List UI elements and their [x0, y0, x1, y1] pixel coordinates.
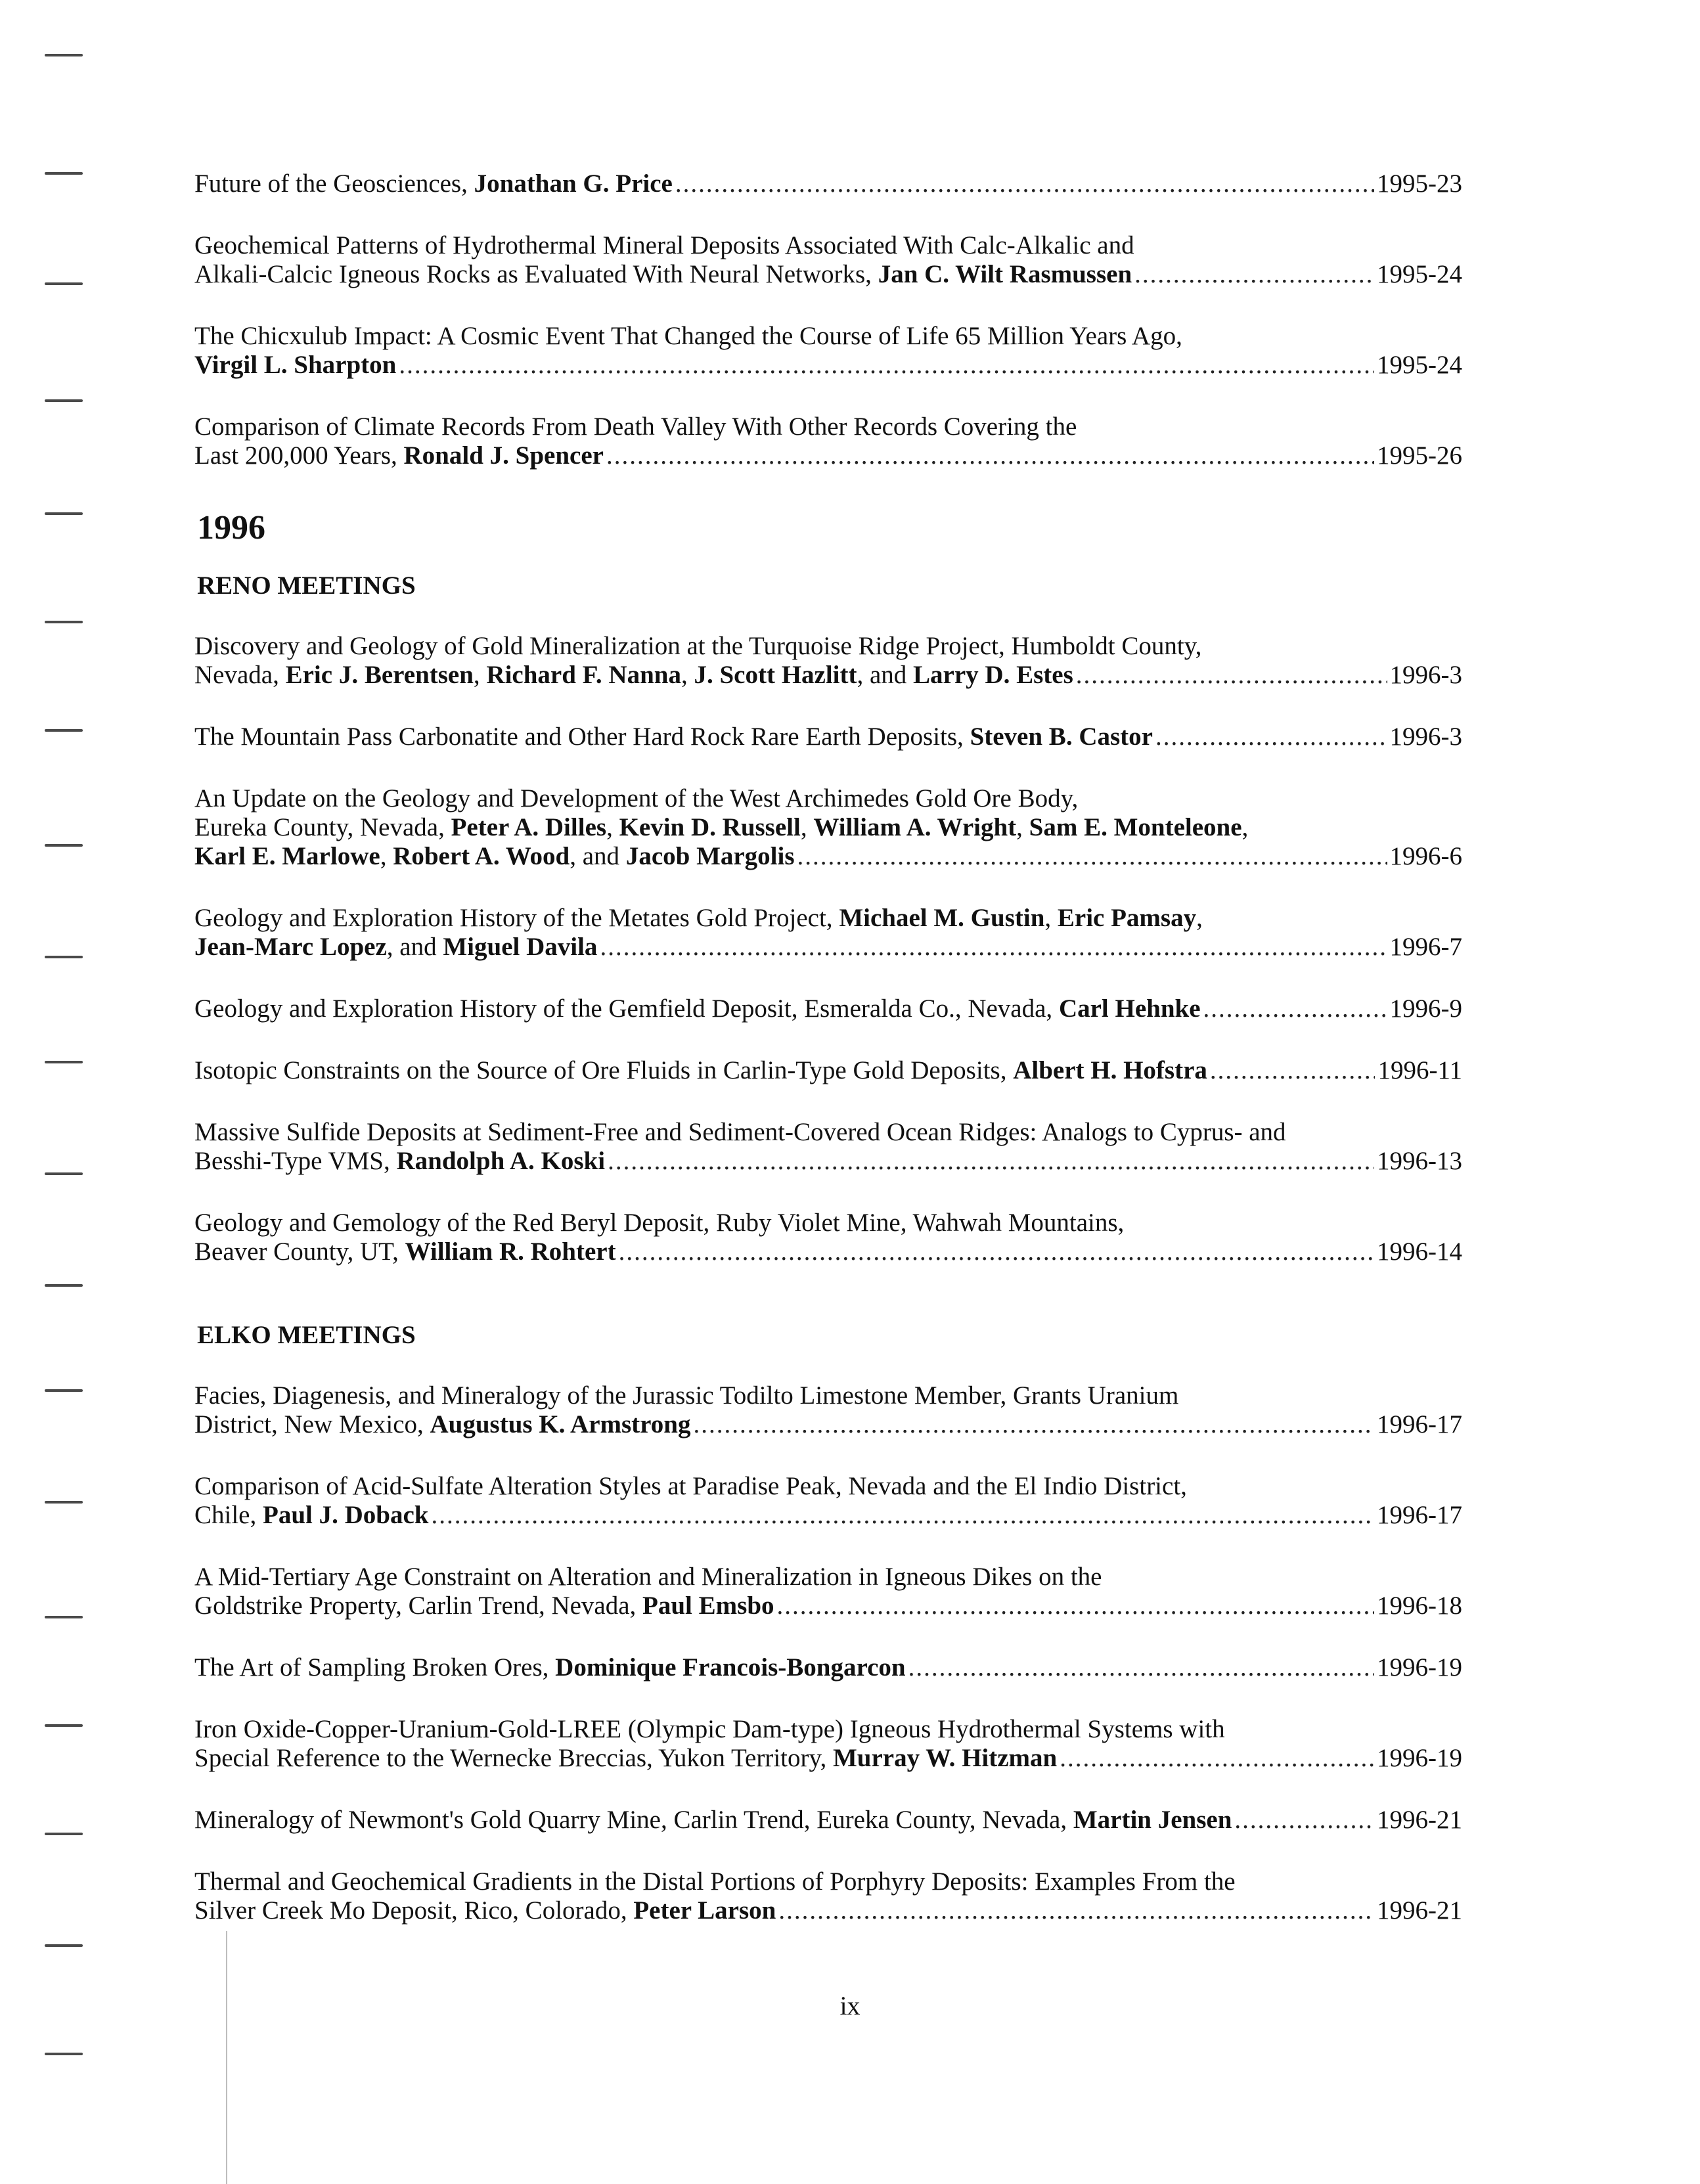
- entry-final-line: [194, 1806, 1462, 1835]
- entry-text-part: Isotopic Constraints on the Source of Ore Fluids in Carlin-Type Gold Deposits,: [194, 1056, 1014, 1084]
- entry-text-part: ,: [681, 661, 694, 689]
- entry-title-line: An Update on the Geology and Development of the West Archimedes Gold Ore Body,: [194, 784, 1079, 813]
- entry-text-part: The Mountain Pass Carbonatite and Other Hard Rock Rare Earth Deposits,: [194, 723, 970, 751]
- toc-entry: [194, 784, 1462, 871]
- author-name: Paul Emsbo: [642, 1592, 774, 1620]
- entry-page-ref: 1996-19: [1377, 1653, 1462, 1682]
- elko-entries: [194, 1381, 1462, 1925]
- entry-final-line: [194, 1592, 1462, 1620]
- entry-title-line: Discovery and Geology of Gold Mineralization at the Turquoise Ridge Project, Humboldt County,: [194, 632, 1202, 660]
- year-heading: 1996: [197, 509, 265, 546]
- author-name: Larry D. Estes: [913, 661, 1073, 689]
- entry-text-part: Geology and Exploration History of the Gemfield Deposit, Esmeralda Co., Nevada,: [194, 994, 1059, 1023]
- entry-text-part: Silver Creek Mo Deposit, Rico, Colorado,: [194, 1896, 634, 1925]
- binding-mark: [45, 399, 83, 402]
- entry-title-line: Thermal and Geochemical Gradients in the Distal Portions of Porphyry Deposits: Examples From the: [194, 1867, 1236, 1896]
- entry-text: [194, 842, 795, 871]
- author-name: Steven B. Castor: [970, 723, 1153, 751]
- entry-final-line: [194, 933, 1462, 962]
- toc-entry: [194, 1209, 1462, 1266]
- author-name: Randolph A. Koski: [396, 1147, 606, 1175]
- entry-page-ref: 1996-18: [1377, 1592, 1462, 1620]
- dot-leader: [778, 1896, 1374, 1925]
- entry-page-ref: 1996-17: [1377, 1410, 1462, 1438]
- entry-page-ref: 1996-14: [1377, 1237, 1462, 1266]
- entry-page-ref: 1996-13: [1377, 1147, 1462, 1175]
- entry-final-line: [194, 169, 1462, 198]
- toc-entry: [194, 994, 1462, 1023]
- entry-text: [194, 260, 1132, 289]
- dot-leader: [608, 1147, 1374, 1176]
- entry-text: [194, 1744, 1057, 1773]
- entry-title-line: Geochemical Patterns of Hydrothermal Mineral Deposits Associated With Calc-Alkalic and: [194, 231, 1134, 259]
- entry-text-part: The Art of Sampling Broken Ores,: [194, 1653, 556, 1682]
- dot-leader: [908, 1653, 1374, 1682]
- elko-meetings-heading: ELKO MEETINGS: [197, 1321, 416, 1349]
- author-name: Dominique Francois-Bongarcon: [555, 1653, 906, 1682]
- page-number: ix: [839, 1991, 861, 2020]
- toc-entry: [194, 412, 1462, 470]
- entry-page-ref: 1996-3: [1389, 661, 1462, 689]
- binding-mark: [45, 956, 83, 958]
- reno-meetings-heading: RENO MEETINGS: [197, 571, 416, 600]
- binding-mark: [45, 1944, 83, 1947]
- entry-final-line: [194, 1744, 1462, 1773]
- entry-text-part: ,: [473, 661, 487, 689]
- entry-page-ref: 1996-19: [1377, 1744, 1462, 1772]
- dot-leader: [600, 933, 1387, 962]
- author-name: J. Scott Hazlitt: [694, 661, 857, 689]
- entry-text: [194, 723, 1153, 751]
- binding-mark: [45, 2053, 83, 2055]
- entry-title-line: Massive Sulfide Deposits at Sediment-Free and Sediment-Covered Ocean Ridges: Analogs to Cyprus- and: [194, 1118, 1286, 1146]
- entry-final-line: [194, 1653, 1462, 1682]
- entry-page-ref: 1995-26: [1377, 441, 1462, 470]
- author-name: Karl E. Marlowe: [194, 842, 380, 870]
- entry-text-part: ,: [380, 842, 393, 870]
- entry-text: [194, 1806, 1232, 1835]
- entry-final-line: [194, 1056, 1462, 1085]
- author-name: Robert A. Wood: [393, 842, 570, 870]
- binding-mark: [45, 1284, 83, 1287]
- entry-final-line: [194, 994, 1462, 1023]
- binding-mark: [45, 621, 83, 623]
- entry-text-part: , and: [386, 933, 443, 961]
- binding-mark: [45, 512, 83, 515]
- entry-page-ref: 1996-6: [1389, 842, 1462, 870]
- entry-text: [194, 994, 1201, 1023]
- dot-leader: [675, 169, 1374, 198]
- entry-final-line: [194, 441, 1462, 470]
- toc-entry: [194, 1472, 1462, 1530]
- toc-entry: [194, 1563, 1462, 1620]
- entry-final-line: [194, 1896, 1462, 1925]
- author-name: Jacob Margolis: [625, 842, 795, 870]
- toc-entry: [194, 1381, 1462, 1439]
- entry-text-part: Nevada,: [194, 661, 286, 689]
- entry-text: [194, 351, 396, 380]
- dot-leader: [1203, 994, 1387, 1023]
- entry-text: [194, 1592, 774, 1620]
- dot-leader: [619, 1237, 1374, 1266]
- entry-text-part: , and: [857, 661, 914, 689]
- entry-text: [194, 169, 673, 198]
- entry-text-part: Goldstrike Property, Carlin Trend, Nevada,: [194, 1592, 643, 1620]
- entry-title-line: Geology and Exploration History of the Metates Gold Project, Michael M. Gustin, Eric Pamsay,: [194, 904, 1203, 932]
- entry-page-ref: 1996-21: [1377, 1806, 1462, 1834]
- entry-title-line: Geology and Gemology of the Red Beryl Deposit, Ruby Violet Mine, Wahwah Mountains,: [194, 1209, 1125, 1237]
- entry-page-ref: 1996-11: [1377, 1056, 1462, 1084]
- entry-final-line: [194, 351, 1462, 380]
- toc-entry: [194, 169, 1462, 198]
- binding-mark: [45, 1172, 83, 1175]
- entry-text-part: District, New Mexico,: [194, 1410, 430, 1438]
- entry-text-part: Beaver County, UT,: [194, 1237, 405, 1266]
- entry-text-part: Chile,: [194, 1501, 263, 1529]
- entry-final-line: [194, 1237, 1462, 1266]
- toc-entry: [194, 231, 1462, 289]
- binding-mark: [45, 1501, 83, 1504]
- author-name: Ronald J. Spencer: [403, 441, 604, 470]
- binding-mark: [45, 1616, 83, 1618]
- dot-leader: [1234, 1806, 1374, 1835]
- binding-mark: [45, 54, 83, 56]
- author-name: Richard F. Nanna: [486, 661, 681, 689]
- entry-text: [194, 1237, 616, 1266]
- author-name: Virgil L. Sharpton: [194, 351, 397, 379]
- entry-text: [194, 1410, 690, 1439]
- author-name: William R. Rohtert: [405, 1237, 616, 1266]
- author-name: Jan C. Wilt Rasmussen: [878, 260, 1132, 288]
- entry-title-line: The Chicxulub Impact: A Cosmic Event That Changed the Course of Life 65 Million Years Ago,: [194, 322, 1182, 350]
- author-name: Miguel Davila: [443, 933, 598, 961]
- entry-title-line: Comparison of Climate Records From Death Valley With Other Records Covering the: [194, 412, 1077, 441]
- dot-leader: [797, 842, 1387, 871]
- binding-mark: [45, 282, 83, 285]
- binding-mark: [45, 844, 83, 847]
- toc-entry: [194, 1715, 1462, 1773]
- dot-leader: [606, 441, 1374, 470]
- author-name: Eric J. Berentsen: [285, 661, 474, 689]
- entry-text: [194, 1653, 906, 1682]
- entry-title-line: Eureka County, Nevada, Peter A. Dilles, Kevin D. Russell, William A. Wright, Sam E. Monteleone,: [194, 813, 1249, 841]
- dot-leader: [1060, 1744, 1374, 1773]
- author-name: Paul J. Doback: [263, 1501, 429, 1529]
- entry-page-ref: 1996-7: [1389, 933, 1462, 961]
- entry-text-part: Future of the Geosciences,: [194, 169, 474, 198]
- toc-entry: [194, 632, 1462, 690]
- toc-entry: [194, 1056, 1462, 1085]
- binding-mark: [45, 1389, 83, 1392]
- binding-mark: [45, 1061, 83, 1063]
- entry-text-part: Special Reference to the Wernecke Breccias, Yukon Territory,: [194, 1744, 833, 1772]
- entry-page-ref: 1995-24: [1377, 351, 1462, 379]
- toc-entry: [194, 1653, 1462, 1682]
- table-of-contents: [194, 169, 1462, 1958]
- author-name: Martin Jensen: [1073, 1806, 1232, 1834]
- entry-final-line: [194, 1501, 1462, 1530]
- entry-text: [194, 661, 1073, 690]
- dot-leader: [431, 1501, 1374, 1530]
- entry-text: [194, 1056, 1207, 1085]
- entry-text: [194, 933, 597, 962]
- entry-page-ref: 1996-9: [1389, 994, 1462, 1023]
- entry-text-part: Mineralogy of Newmont's Gold Quarry Mine, Carlin Trend, Eureka County, Nevada,: [194, 1806, 1073, 1834]
- entry-text-part: , and: [570, 842, 626, 870]
- entry-page-ref: 1996-21: [1377, 1896, 1462, 1925]
- entry-page-ref: 1995-23: [1377, 169, 1462, 198]
- entry-title-line: Iron Oxide-Copper-Uranium-Gold-LREE (Olympic Dam-type) Igneous Hydrothermal Systems with: [194, 1715, 1225, 1743]
- binding-mark: [45, 1724, 83, 1727]
- entry-final-line: [194, 723, 1462, 751]
- author-name: Carl Hehnke: [1058, 994, 1201, 1023]
- entry-text: [194, 1501, 428, 1530]
- author-name: Jean-Marc Lopez: [194, 933, 387, 961]
- entry-text-part: Last 200,000 Years,: [194, 441, 404, 470]
- author-name: Murray W. Hitzman: [832, 1744, 1058, 1772]
- entry-title-line: Comparison of Acid-Sulfate Alteration Styles at Paradise Peak, Nevada and the El Indio District,: [194, 1472, 1187, 1500]
- author-name: Jonathan G. Price: [474, 169, 673, 198]
- entry-title-line: A Mid-Tertiary Age Constraint on Alteration and Mineralization in Igneous Dikes on the: [194, 1563, 1102, 1591]
- dot-leader: [1155, 723, 1387, 751]
- author-name: Peter Larson: [633, 1896, 776, 1925]
- scan-artifact-line: [226, 1931, 227, 2184]
- entry-page-ref: 1996-17: [1377, 1501, 1462, 1529]
- entry-final-line: [194, 661, 1462, 690]
- author-name: Augustus K. Armstrong: [430, 1410, 691, 1438]
- toc-entry: [194, 1118, 1462, 1176]
- entry-final-line: [194, 1147, 1462, 1176]
- entry-text-part: Alkali-Calcic Igneous Rocks as Evaluated With Neural Networks,: [194, 260, 878, 288]
- toc-entry: [194, 723, 1462, 751]
- reno-entries: [194, 632, 1462, 1266]
- entries-1995: [194, 169, 1462, 470]
- toc-entry: [194, 1867, 1462, 1925]
- dot-leader: [693, 1410, 1374, 1439]
- entry-text-part: Besshi-Type VMS,: [194, 1147, 397, 1175]
- entry-text: [194, 1147, 605, 1176]
- entry-page-ref: 1995-24: [1377, 260, 1462, 288]
- entry-final-line: [194, 1410, 1462, 1439]
- dot-leader: [777, 1592, 1374, 1620]
- dot-leader: [1076, 661, 1387, 690]
- entry-page-ref: 1996-3: [1389, 723, 1462, 751]
- toc-entry: [194, 904, 1462, 962]
- binding-mark: [45, 729, 83, 732]
- author-name: Albert H. Hofstra: [1013, 1056, 1207, 1084]
- dot-leader: [1210, 1056, 1376, 1085]
- entry-final-line: [194, 842, 1462, 871]
- dot-leader: [399, 351, 1374, 380]
- binding-mark: [45, 172, 83, 175]
- entry-final-line: [194, 260, 1462, 289]
- entry-text: [194, 1896, 776, 1925]
- toc-entry: [194, 1806, 1462, 1835]
- binding-mark: [45, 1833, 83, 1835]
- entry-title-line: Facies, Diagenesis, and Mineralogy of the Jurassic Todilto Limestone Member, Grants Uranium: [194, 1381, 1179, 1410]
- toc-entry: [194, 322, 1462, 380]
- dot-leader: [1134, 260, 1374, 289]
- entry-text: [194, 441, 604, 470]
